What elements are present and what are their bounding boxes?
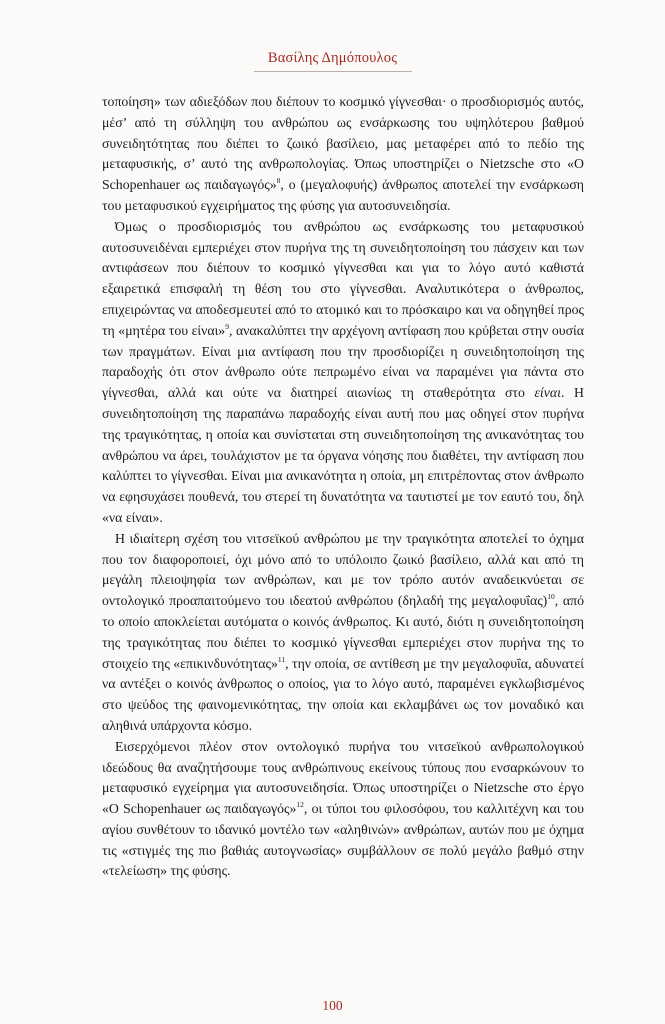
footnote-marker: 9 xyxy=(225,321,229,331)
footnote-marker: 12 xyxy=(296,800,304,810)
paragraph xyxy=(102,92,584,217)
paragraph xyxy=(102,529,584,737)
text-run: Εισερχόμενοι πλέον στον οντολογικό πυρήνα του νιτσεϊκού ανθρωπολογικού ιδεώδους θα αναζητήσουμε τους ανθρώπινους εκείνους τύπους που ενσαρκώνουν το μεταφυσικό εγχείρημα για αυτοσυνειδησία. Όπως υποστηρίζει ο Nietzsche στο έργο «Ο Schopenhauer ως παιδαγωγός» xyxy=(102,738,584,817)
running-head: Βασίλης Δημόπουλος xyxy=(267,50,398,66)
text-run: , οι τύποι του φιλοσόφου, του καλλιτέχνη και του αγίου συνθέτουν το ιδανικό μοντέλο των «αληθινών» ανθρώπων, αυτών που με όχημα τις «στιγμές της πιο βαθιάς αυτογνωσίας» συμβάλλουν σε πολύ μεγάλο βαθμό στην «τελείωση» της φύσης. xyxy=(102,801,584,879)
text-run: Όμως ο προσδιορισμός του ανθρώπου ως ενσάρκωσης του μεταφυσικού αυτοσυνειδέναι εμπεριέχει στον πυρήνα της τη συνειδητοποίηση του πάσχειν και των αντιφάσεων που διέπουν το κοσμικό γίγνεσθαι και για το λόγο αυτό καθιστά εξαιρετικά επισφαλή τη θέση του στο γίγνεσθαι. Αναλυτικότερα ο άνθρωπος, επιχειρώντας να αποδεσμευτεί από το ατομικό και το πρόσκαιρο και να οδηγηθεί προς τη «μητέρα του είναι» xyxy=(102,218,584,338)
text-run: Η ιδιαίτερη σχέση του νιτσεϊκού ανθρώπου με την τραγικότητα αποτελεί το όχημα που τον διαφοροποιεί, όχι μόνο από το υπόλοιπο ζωικό βασίλειο, αλλά και από τη μεγάλη πλειοψηφία των ανθρώπων, και με τον τρόπο αυτόν αναδεικνύεται σε οντολογικό προαπαιτούμενο του ιδεατού ανθρώπου (δηλαδή της μεγαλοφυΐας) xyxy=(102,530,584,609)
body-text xyxy=(102,92,584,882)
text-run: , ανακαλύπτει την αρχέγονη αντίφαση που κρύβεται στην ουσία των πραγμάτων. Είναι μια αντίφαση που την προσδιορίζει η συνειδητοποίηση της παραδοχής ότι στον άνθρωπο ούτε πεπρωμένο είναι να παραμένει για πάντα στο γίγνεσθαι, αλλά και ούτε να διατηρεί αιωνίως τη σταθερότητα στο xyxy=(102,322,584,401)
running-head-rule xyxy=(254,71,412,72)
footnote-marker: 10 xyxy=(547,592,555,602)
text-run: τοποίηση» των αδιεξόδων που διέπουν το κοσμικό γίγνεσθαι· ο προσδιορισμός αυτός, μέσ’ από τη σύλληψη του ανθρώπου ως ενσάρκωσης του υψηλότερου βαθμού συνειδητότητας που διέπει το ζωικό βασίλειο, μας μεταφέρει από το πεδίο της μεταφυσικής, σ’ αυτό της ανθρωπολογίας. Όπως υποστηρίζει ο Nietzsche στο «Ο Schopenhauer ως παιδαγωγός» xyxy=(102,94,584,193)
emphasis-text: είναι xyxy=(534,385,561,401)
page-number: 100 xyxy=(322,998,343,1013)
text-run: . Η συνειδητοποίηση της παραπάνω παραδοχής είναι αυτή που μας οδηγεί στον πυρήνα της τραγικότητας, η οποία και συνίσταται στη συνειδητοποίηση της ανικανότητας του ανθρώπου να άρει, τουλάχιστον με τα όργανα νόησης που διαθέτει, την αντίφαση που καλύπτει το γίγνεσθαι. Είναι μια ανικανότητα η οποία, μη επιτρέποντας στον άνθρωπο να εφησυχάσει πουθενά, του στερεί τη δυνατότητα να ταυτιστεί με τον εαυτό του, δηλ «να είναι». xyxy=(102,385,584,525)
text-run: , ο (μεγαλοφυής) άνθρωπος αποτελεί την ενσάρκωση του μεταφυσικού εγχειρήματος της φύσης για αυτοσυνειδησία. xyxy=(102,177,584,213)
footnote-marker: 8 xyxy=(276,176,281,186)
text-run: , από το οποίο αποκλείεται αυτόματα ο κοινός άνθρωπος. Κι αυτό, διότι η συνειδητοποίηση της τραγικότητας που διέπει το κοσμικό γίγνεσθαι εμπεριέχει στον πυρήνα της το στοιχείο της «επικινδυνότητας» xyxy=(102,593,584,671)
paragraph xyxy=(102,217,584,529)
text-run: , την οποία, σε αντίθεση με την μεγαλοφυΐα, αδυνατεί να αντέξει ο κοινός άνθρωπος ο οποίος, για το λόγο αυτό, παραμένει εγκλωβισμένος στο ψεύδος της φαινομενικότητας, την οποία και εκλαμβάνει ως τον μοναδικό και αληθινά υπάρχοντα κόσμο. xyxy=(102,655,584,733)
footnote-marker: 11 xyxy=(277,654,286,664)
paragraph xyxy=(102,737,584,883)
